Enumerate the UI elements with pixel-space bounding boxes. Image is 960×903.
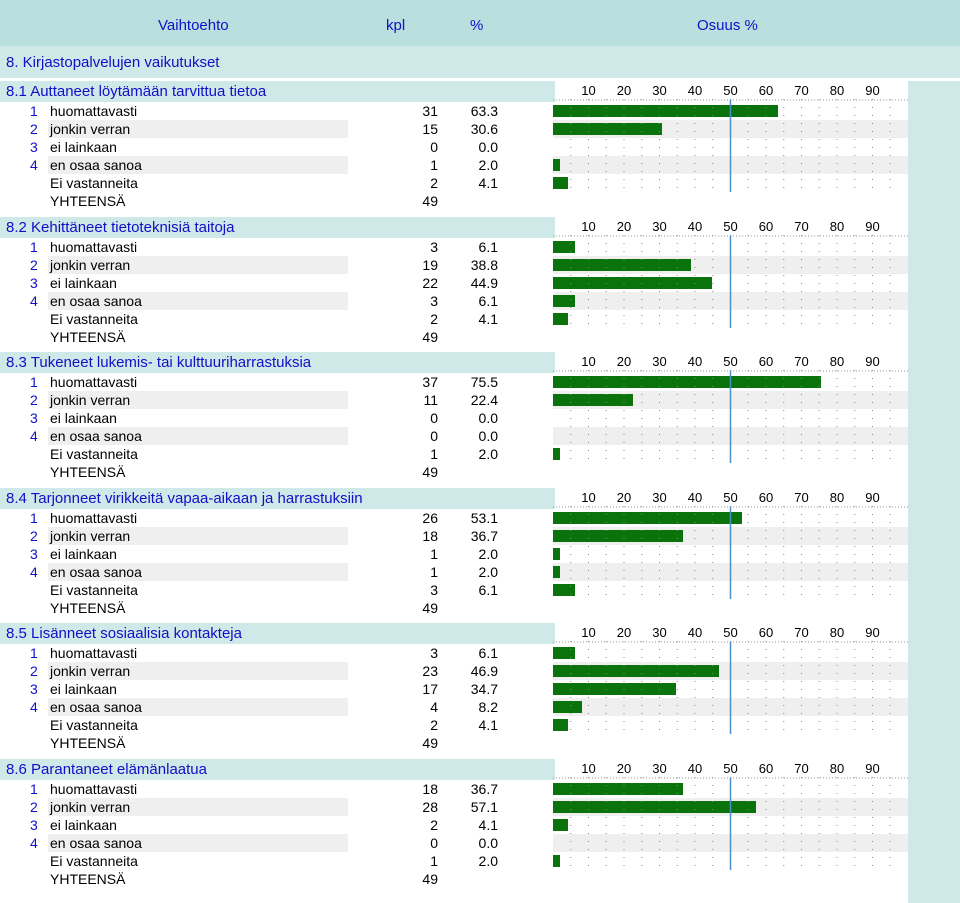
percent-value: 6.1 [478,582,498,598]
right-margin-band [908,623,960,767]
option-code: 4 [30,699,38,715]
question-group [0,759,960,903]
axis-tick-label: 60 [758,219,774,234]
axis-tick-label: 30 [652,761,667,776]
option-label: ei lainkaan [50,681,117,697]
total-value: 49 [422,871,438,887]
question-title: 8.2 Kehittäneet tietoteknisiä taitoja [6,219,235,236]
option-code: 3 [30,410,38,426]
count-value: 0 [430,428,438,444]
header-share-label: Osuus % [697,17,758,34]
option-label: jonkin verran [50,799,131,815]
percent-value: 0.0 [478,139,498,155]
option-label: en osaa sanoa [50,564,142,580]
axis-tick-label: 70 [794,761,809,776]
option-label: ei lainkaan [50,275,117,291]
percent-value: 4.1 [478,717,498,733]
percent-value: 6.1 [478,293,498,309]
chart-gridlines [553,506,908,599]
option-label: huomattavasti [50,239,138,255]
axis-tick-label: 90 [865,625,880,640]
question-group [0,81,960,225]
axis-tick-label: 10 [581,219,596,234]
total-value: 49 [422,600,438,616]
axis-tick-label: 70 [794,490,809,505]
percent-value: 22.4 [470,392,498,408]
axis-tick-label: 40 [687,83,703,98]
percent-value: 44.9 [470,275,498,291]
count-value: 0 [430,410,438,426]
total-value: 49 [422,193,438,209]
count-value: 3 [430,582,438,598]
axis-tick-label: 10 [581,761,596,776]
percent-value: 2.0 [478,853,498,869]
option-label: jonkin verran [50,257,131,273]
count-value: 17 [422,681,438,697]
axis-tick-label: 30 [652,354,667,369]
percent-value: 57.1 [470,799,498,815]
chart-gridlines [553,641,908,734]
option-label: en osaa sanoa [50,157,142,173]
count-value: 15 [422,121,438,137]
option-label: Ei vastanneita [50,446,138,462]
percent-value: 4.1 [478,311,498,327]
option-label: jonkin verran [50,528,131,544]
option-label: Ei vastanneita [50,311,138,327]
percent-value: 4.1 [478,817,498,833]
chart-gridlines [553,370,908,463]
option-label: jonkin verran [50,392,131,408]
total-label: YHTEENSÄ [50,735,126,751]
option-code: 2 [30,392,38,408]
header-count-label: kpl [386,17,406,34]
axis-tick-label: 40 [687,490,703,505]
axis-tick-label: 80 [829,83,845,98]
option-label: huomattavasti [50,510,138,526]
axis-tick-label: 20 [616,83,632,98]
count-value: 1 [430,446,438,462]
right-margin-band [908,217,960,361]
count-value: 1 [430,157,438,173]
axis-tick-label: 90 [865,83,880,98]
question-title: 8.5 Lisänneet sosiaalisia kontakteja [6,625,242,642]
axis-tick-label: 10 [581,354,596,369]
axis-tick-label: 90 [865,219,880,234]
right-margin-band [908,759,960,903]
axis-tick-label: 40 [687,761,703,776]
percent-value: 2.0 [478,564,498,580]
question-group [0,352,960,496]
axis-tick-label: 80 [829,354,845,369]
option-code: 3 [30,681,38,697]
option-label: en osaa sanoa [50,699,142,715]
axis-tick-label: 90 [865,354,880,369]
chart-gridlines [553,777,908,870]
percent-value: 6.1 [478,645,498,661]
option-code: 4 [30,428,38,444]
option-label: jonkin verran [50,663,131,679]
axis-tick-label: 70 [794,625,809,640]
option-label: huomattavasti [50,781,138,797]
axis-tick-label: 80 [829,761,845,776]
option-label: en osaa sanoa [50,835,142,851]
right-margin-band [908,81,960,225]
option-code: 1 [30,645,38,661]
right-margin-band [908,488,960,632]
total-value: 49 [422,464,438,480]
count-value: 2 [430,817,438,833]
percent-value: 4.1 [478,175,498,191]
percent-value: 2.0 [478,546,498,562]
axis-tick-label: 50 [723,625,738,640]
option-label: huomattavasti [50,374,138,390]
option-label: ei lainkaan [50,410,117,426]
question-group [0,488,960,632]
count-value: 1 [430,853,438,869]
axis-tick-label: 50 [723,83,738,98]
percent-value: 36.7 [470,781,498,797]
question-title: 8.3 Tukeneet lukemis- tai kulttuuriharrastuksia [6,354,312,371]
count-value: 19 [422,257,438,273]
percent-value: 8.2 [478,699,498,715]
percent-value: 63.3 [470,103,498,119]
option-code: 1 [30,374,38,390]
percent-value: 53.1 [470,510,498,526]
total-label: YHTEENSÄ [50,871,126,887]
axis-tick-label: 60 [758,354,774,369]
option-code: 4 [30,835,38,851]
option-label: en osaa sanoa [50,428,142,444]
count-value: 4 [430,699,438,715]
header-percent-label: % [470,17,484,34]
option-label: huomattavasti [50,645,138,661]
percent-value: 38.8 [470,257,498,273]
section-title: 8. Kirjastopalvelujen vaikutukset [6,54,220,71]
count-value: 2 [430,311,438,327]
axis-tick-label: 10 [581,625,596,640]
axis-tick-label: 50 [723,761,738,776]
option-code: 3 [30,275,38,291]
question-title: 8.1 Auttaneet löytämään tarvittua tietoa [6,83,267,100]
count-value: 3 [430,239,438,255]
axis-tick-label: 30 [652,83,667,98]
axis-tick-label: 90 [865,761,880,776]
axis-tick-label: 30 [652,490,667,505]
option-code: 1 [30,103,38,119]
option-code: 1 [30,510,38,526]
percent-value: 0.0 [478,428,498,444]
option-code: 2 [30,663,38,679]
axis-tick-label: 20 [616,490,632,505]
axis-tick-label: 70 [794,219,809,234]
count-value: 37 [422,374,438,390]
option-code: 2 [30,528,38,544]
count-value: 18 [422,528,438,544]
option-label: Ei vastanneita [50,582,138,598]
axis-tick-label: 40 [687,219,703,234]
option-code: 2 [30,121,38,137]
percent-value: 34.7 [470,681,498,697]
axis-tick-label: 50 [723,219,738,234]
total-value: 49 [422,735,438,751]
axis-tick-label: 10 [581,490,596,505]
option-label: Ei vastanneita [50,853,138,869]
axis-tick-label: 60 [758,83,774,98]
axis-tick-label: 10 [581,83,596,98]
axis-tick-label: 40 [687,625,703,640]
count-value: 2 [430,717,438,733]
percent-value: 0.0 [478,835,498,851]
axis-tick-label: 70 [794,83,809,98]
question-title: 8.6 Parantaneet elämänlaatua [6,761,207,778]
option-label: ei lainkaan [50,546,117,562]
count-value: 23 [422,663,438,679]
axis-tick-label: 60 [758,761,774,776]
count-value: 1 [430,546,438,562]
total-value: 49 [422,329,438,345]
option-label: ei lainkaan [50,817,117,833]
axis-tick-label: 40 [687,354,703,369]
axis-tick-label: 70 [794,354,809,369]
axis-tick-label: 80 [829,625,845,640]
axis-tick-label: 20 [616,761,632,776]
total-label: YHTEENSÄ [50,464,126,480]
count-value: 22 [422,275,438,291]
axis-tick-label: 60 [758,490,774,505]
option-code: 1 [30,239,38,255]
count-value: 1 [430,564,438,580]
total-label: YHTEENSÄ [50,193,126,209]
axis-tick-label: 20 [616,625,632,640]
percent-value: 36.7 [470,528,498,544]
percent-value: 2.0 [478,446,498,462]
axis-tick-label: 30 [652,625,667,640]
axis-tick-label: 80 [829,219,845,234]
option-code: 2 [30,799,38,815]
question-title: 8.4 Tarjonneet virikkeitä vapaa-aikaan ja harrastuksiin [6,490,363,507]
question-group [0,623,960,767]
total-label: YHTEENSÄ [50,329,126,345]
option-code: 2 [30,257,38,273]
option-label: en osaa sanoa [50,293,142,309]
option-label: ei lainkaan [50,139,117,155]
axis-tick-label: 20 [616,219,632,234]
axis-tick-label: 30 [652,219,667,234]
option-label: jonkin verran [50,121,131,137]
right-margin-band [908,352,960,496]
chart-gridlines [553,99,908,192]
count-value: 2 [430,175,438,191]
count-value: 11 [423,392,438,408]
option-label: Ei vastanneita [50,175,138,191]
count-value: 26 [422,510,438,526]
option-code: 3 [30,817,38,833]
count-value: 0 [430,835,438,851]
axis-tick-label: 50 [723,490,738,505]
option-code: 3 [30,546,38,562]
total-label: YHTEENSÄ [50,600,126,616]
count-value: 31 [422,103,438,119]
option-code: 3 [30,139,38,155]
percent-value: 30.6 [470,121,498,137]
header-option-label: Vaihtoehto [158,17,229,34]
option-code: 1 [30,781,38,797]
option-label: Ei vastanneita [50,717,138,733]
percent-value: 75.5 [470,374,498,390]
option-code: 4 [30,293,38,309]
option-code: 4 [30,157,38,173]
count-value: 28 [422,799,438,815]
count-value: 3 [430,645,438,661]
percent-value: 0.0 [478,410,498,426]
percent-value: 6.1 [478,239,498,255]
question-group [0,217,960,361]
option-label: huomattavasti [50,103,138,119]
count-value: 0 [430,139,438,155]
axis-tick-label: 20 [616,354,632,369]
axis-tick-label: 60 [758,625,774,640]
percent-value: 46.9 [470,663,498,679]
axis-tick-label: 50 [723,354,738,369]
count-value: 18 [422,781,438,797]
percent-value: 2.0 [478,157,498,173]
option-code: 4 [30,564,38,580]
count-value: 3 [430,293,438,309]
chart-gridlines [553,235,908,328]
axis-tick-label: 90 [865,490,880,505]
axis-tick-label: 80 [829,490,845,505]
